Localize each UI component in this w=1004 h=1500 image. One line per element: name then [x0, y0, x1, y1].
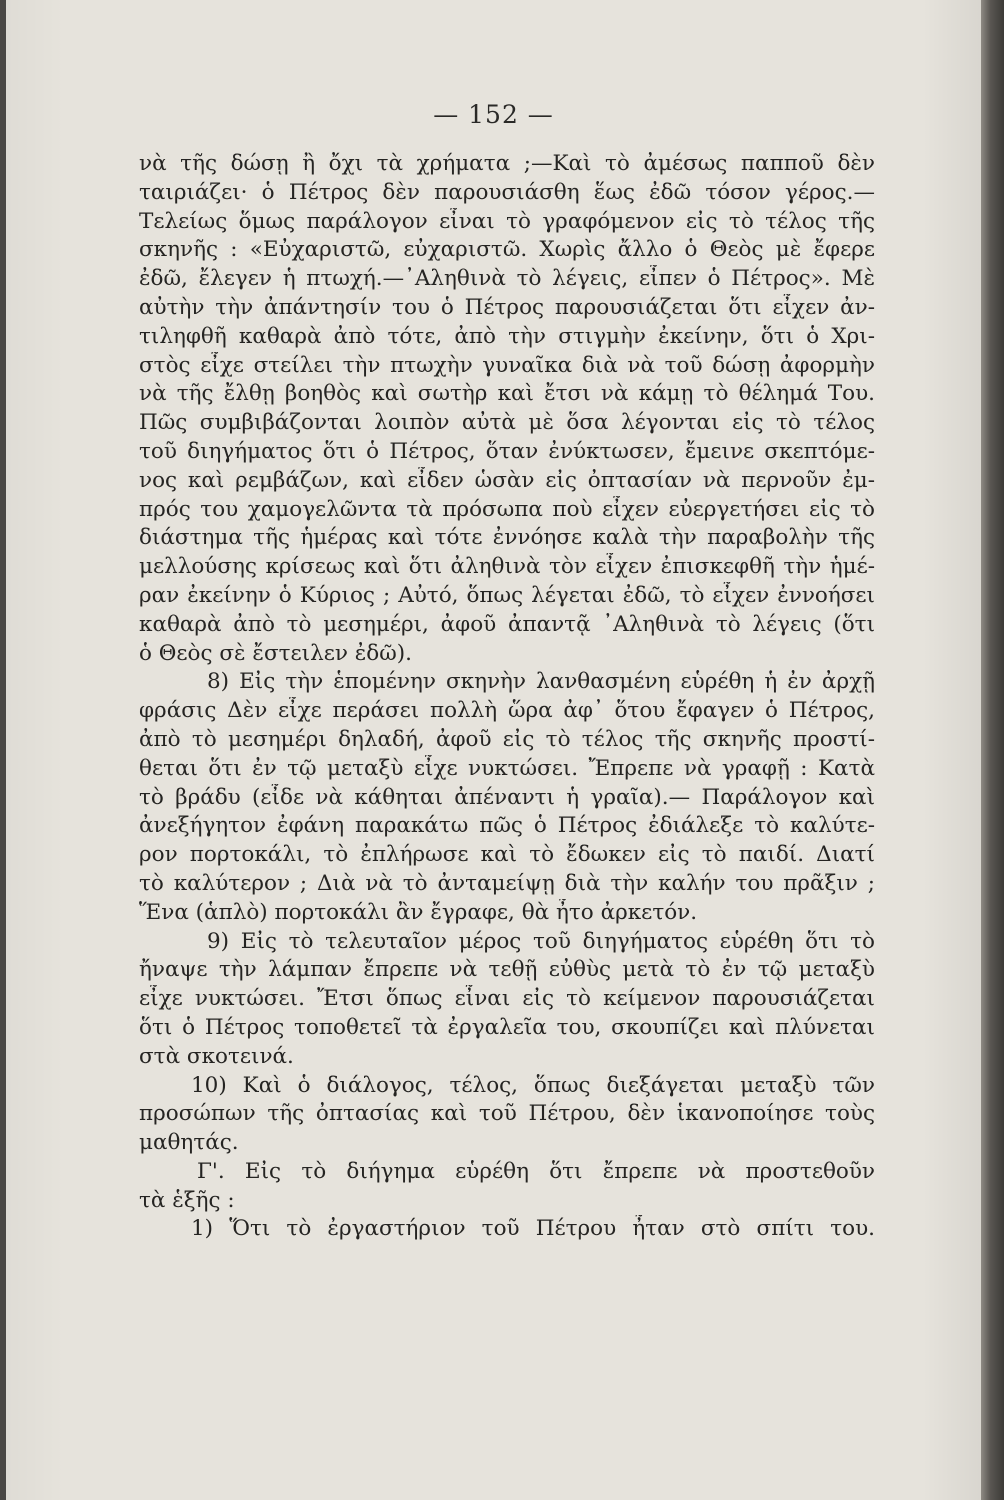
text-line: Ἕνα (ἁπλὸ) πορτοκάλι ἂν ἔγραφε, θὰ ἦτο ἀρκετόν. — [139, 899, 698, 925]
text-line: νὰ τῆς δώσῃ ἢ ὄχι τὰ χρήματα ;—Καὶ τὸ ἀμέσως παπποῦ δὲν — [139, 151, 875, 176]
text-line: τοῦ διηγήματος ὅτι ὁ Πέτρος, ὅταν ἐνύκτωσεν, ἔμεινε σκεπτόμε- — [139, 438, 875, 464]
page-edge-shadow — [981, 0, 1004, 1500]
text-line: ἐδῶ, ἔλεγεν ἡ πτωχή.—᾿Αληθινὰ τὸ λέγεις, εἶπεν ὁ Πέτρος». Μὲ — [139, 266, 875, 292]
text-line: μελλούσης κρίσεως καὶ ὅτι ἀληθινὰ τὸν εἶχεν ἐπισκεφθῆ τὴν ἡμέ- — [139, 554, 875, 580]
text-line: 9) Εἰς τὸ τελευταῖον μέρος τοῦ διηγήματος εὑρέθη ὅτι τὸ — [207, 928, 875, 954]
text-line: νος καὶ ρεμβάζων, καὶ εἶδεν ὡσὰν εἰς ὀπτασίαν νὰ περνοῦν ἐμ- — [139, 467, 875, 493]
text-line: ἀνεξήγητον ἐφάνη παρακάτω πῶς ὁ Πέτρος ἐδιάλεξε τὸ καλύτε- — [139, 813, 875, 839]
text-line: πρός του χαμογελῶντα τὰ πρόσωπα ποὺ εἶχεν εὐεργετήσει εἰς τὸ — [139, 496, 875, 522]
book-page — [6, 0, 981, 1500]
text-line: 1) Ὅτι τὸ ἐργαστήριον τοῦ Πέτρου ἦταν στὸ σπίτι του. — [191, 1216, 875, 1242]
text-line: ταιριάζει· ὁ Πέτρος δὲν παρουσιάσθη ἕως ἐδῶ τόσον γέρος.— — [139, 179, 875, 205]
text-line: νὰ τῆς ἔλθῃ βοηθὸς καὶ σωτὴρ καὶ ἔτσι νὰ κάμῃ τὸ θέλημά Του. — [139, 381, 875, 407]
text-line: 8) Εἰς τὴν ἑπομένην σκηνὴν λανθασμένη εὑρέθη ἡ ἐν ἀρχῇ — [207, 669, 875, 695]
text-line: τιληφθῆ καθαρὰ ἀπὸ τότε, ἀπὸ τὴν στιγμὴν ἐκείνην, ὅτι ὁ Χρι- — [139, 323, 875, 349]
text-line: ὅτι ὁ Πέτρος τοποθετεῖ τὰ ἐργαλεῖα του, σκουπίζει καὶ πλύνεται — [139, 1014, 875, 1040]
text-line: εἶχε νυκτώσει. Ἔτσι ὅπως εἶναι εἰς τὸ κείμενον παρουσιάζεται — [139, 986, 875, 1012]
text-line: καθαρὰ ἀπὸ τὸ μεσημέρι, ἀφοῦ ἀπαντᾷ ᾿Αληθινὰ τὸ λέγεις (ὅτι — [139, 611, 875, 637]
text-line: Τελείως ὅμως παράλογον εἶναι τὸ γραφόμενον εἰς τὸ τέλος τῆς — [139, 208, 875, 234]
text-line: μαθητάς. — [139, 1130, 239, 1156]
text-line: φράσις Δὲν εἶχε περάσει πολλὴ ὥρα ἀφ᾿ ὅτου ἔφαγεν ὁ Πέτρος, — [139, 698, 875, 724]
text-line: ὁ Θεὸς σὲ ἔστειλεν ἐδῶ). — [139, 640, 412, 666]
text-line: διάστημα τῆς ἡμέρας καὶ τότε ἐννόησε καλὰ τὴν παραβολὴν τῆς — [139, 525, 875, 551]
text-line: στὸς εἶχε στείλει τὴν πτωχὴν γυναῖκα διὰ νὰ τοῦ δώσῃ ἀφορμὴν — [139, 352, 875, 378]
text-line: ἤναψε τὴν λάμπαν ἔπρεπε νὰ τεθῇ εὐθὺς μετὰ τὸ ἐν τῷ μεταξὺ — [139, 957, 875, 983]
text-line: τὸ βράδυ (εἶδε νὰ κάθηται ἀπέναντι ἡ γραῖα).— Παράλογον καὶ — [139, 784, 875, 810]
section-heading-line: Γ'. Εἰς τὸ διήγημα εὑρέθη ὅτι ἔπρεπε νὰ προστεθοῦν — [197, 1158, 875, 1184]
text-line: ἀπὸ τὸ μεσημέρι δηλαδή, ἀφοῦ εἰς τὸ τέλος τῆς σκηνῆς προστί- — [139, 726, 875, 752]
text-line: στὰ σκοτεινά. — [139, 1043, 294, 1069]
page-number: — 152 — — [433, 100, 554, 129]
text-line: προσώπων τῆς ὀπτασίας καὶ τοῦ Πέτρου, δὲν ἱκανοποίησε τοὺς — [139, 1101, 875, 1127]
text-line: τὸ καλύτερον ; Διὰ νὰ τὸ ἀνταμείψῃ διὰ τὴν καλήν του πρᾶξιν ; — [139, 870, 875, 896]
text-line: σκηνῆς : «Εὐχαριστῶ, εὐχαριστῶ. Χωρὶς ἄλλο ὁ Θεὸς μὲ ἔφερε — [139, 237, 875, 263]
text-line: αὐτὴν τὴν ἀπάντησίν του ὁ Πέτρος παρουσιάζεται ὅτι εἶχεν ἀν- — [139, 294, 875, 320]
text-line: 10) Καὶ ὁ διάλογος, τέλος, ὅπως διεξάγεται μεταξὺ τῶν — [191, 1072, 875, 1098]
text-line: Πῶς συμβιβάζονται λοιπὸν αὐτὰ μὲ ὅσα λέγονται εἰς τὸ τέλος — [139, 410, 875, 436]
page-body-text — [139, 150, 875, 1244]
text-line: θεται ὅτι ἐν τῷ μεταξὺ εἶχε νυκτώσει. Ἔπρεπε νὰ γραφῇ : Κατὰ — [139, 755, 875, 781]
text-line: ρον πορτοκάλι, τὸ ἐπλήρωσε καὶ τὸ ἔδωκεν εἰς τὸ παιδί. Διατί — [139, 842, 875, 868]
text-line: ραν ἐκείνην ὁ Κύριος ; Αὐτό, ὅπως λέγεται ἐδῶ, τὸ εἶχεν ἐννοήσει — [139, 582, 875, 608]
text-line: τὰ ἑξῆς : — [139, 1187, 235, 1213]
